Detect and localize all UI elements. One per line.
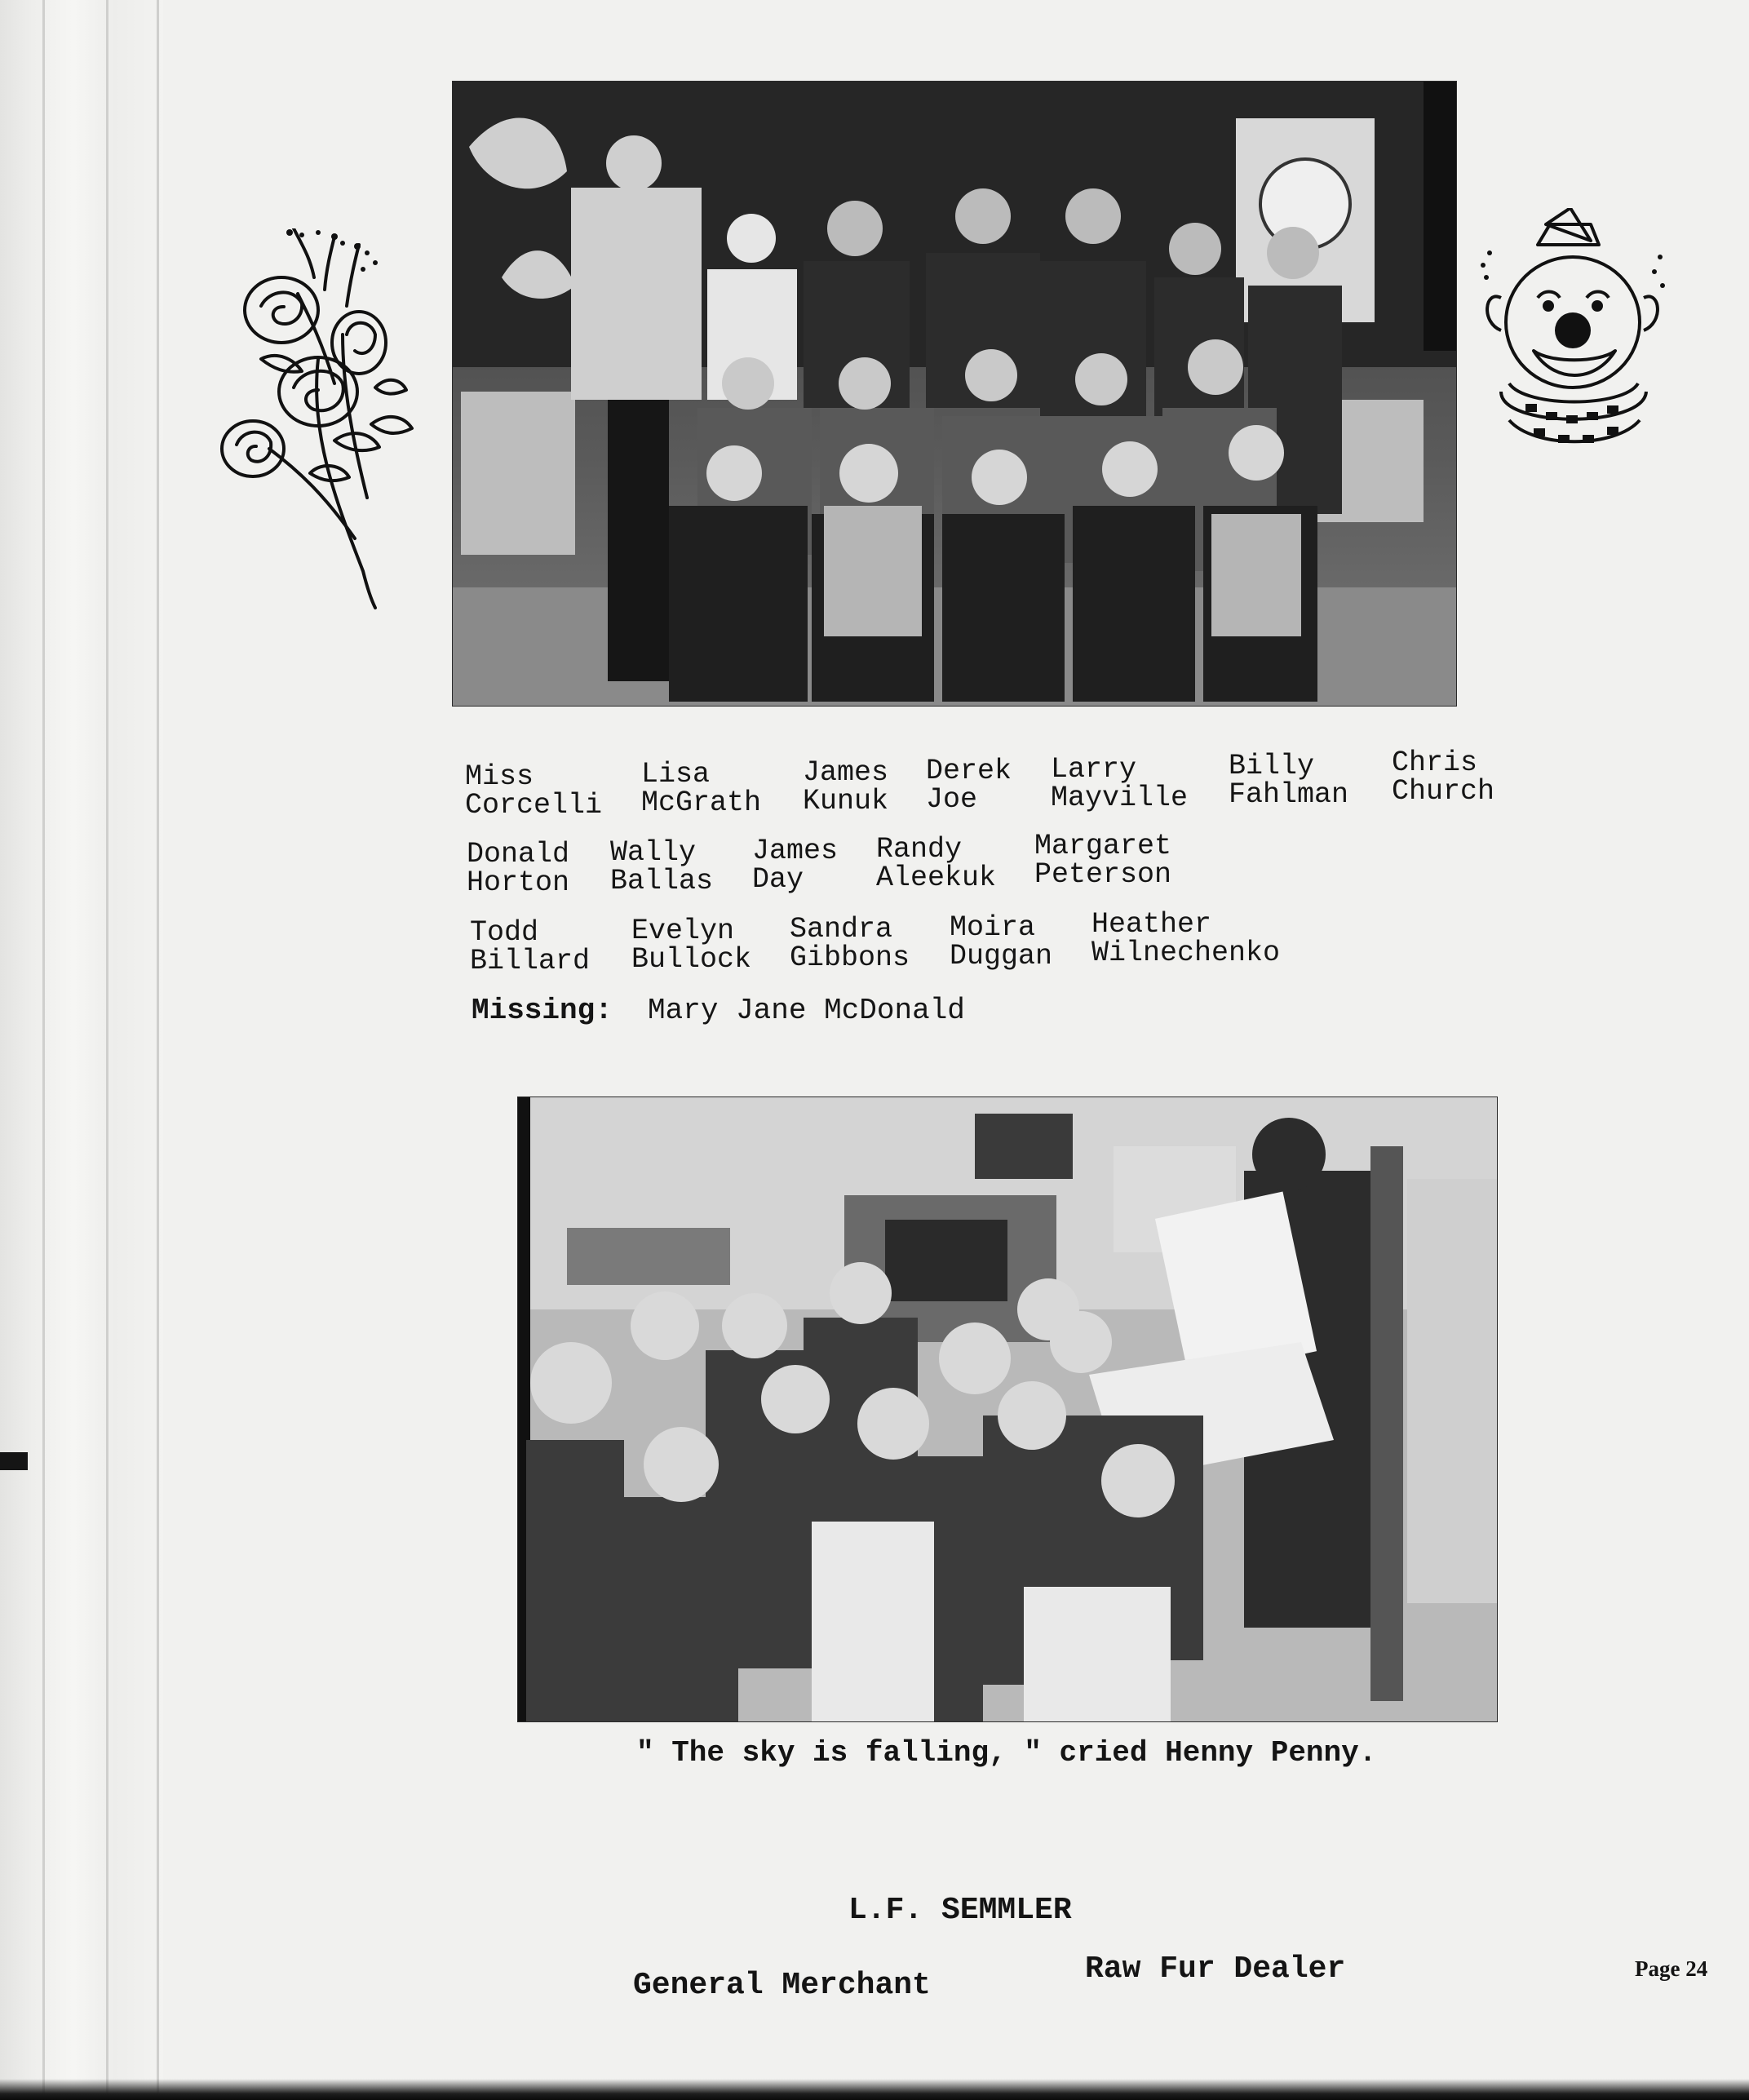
student-name: Billy Fahlman [1229,750,1349,811]
clown-illustration [1477,208,1668,461]
student-name: Evelyn Bullock [631,915,752,976]
student-name: Larry Mayville [1051,753,1189,814]
student-name: Derek Joe [926,755,1012,816]
student-name: Heather Wilnechenko [1091,908,1281,969]
student-name: Sandra Gibbons [790,913,910,974]
missing-label: Missing: [472,994,613,1027]
binding-crease [157,0,159,2100]
binding-crease [42,0,45,2100]
class-photo [453,82,1456,706]
student-name: Lisa McGrath [641,758,762,819]
rose-illustration [212,228,416,612]
photo-caption: " The sky is falling, " cried Henny Penny. [636,1736,1377,1770]
missing-student-line [472,994,965,1027]
student-name: Miss Corcelli [465,760,603,822]
page-number: Page 24 [1635,1956,1708,1981]
student-name: Chris Church [1392,747,1495,808]
business-name: L.F. SEMMLER [848,1893,1072,1928]
binding-crease [106,0,108,2100]
student-name: James Kunuk [803,756,889,817]
page-edge-shadow [0,2079,1749,2100]
story-time-photo [518,1097,1497,1721]
missing-student-name: Mary Jane McDonald [648,994,965,1027]
student-name: Randy Aleekuk [876,833,997,894]
trade-left: General Merchant [633,1968,931,2003]
student-name: Todd Billard [470,916,591,977]
student-name: Moira Duggan [950,911,1053,972]
page-binding [0,0,163,2100]
student-name: Margaret Peterson [1034,830,1172,891]
trade-right: Raw Fur Dealer [1085,1952,1346,1987]
student-name: Donald Horton [467,838,570,899]
binding-mark [0,1452,28,1470]
student-name: Wally Ballas [610,836,714,897]
student-name: James Day [752,835,839,896]
